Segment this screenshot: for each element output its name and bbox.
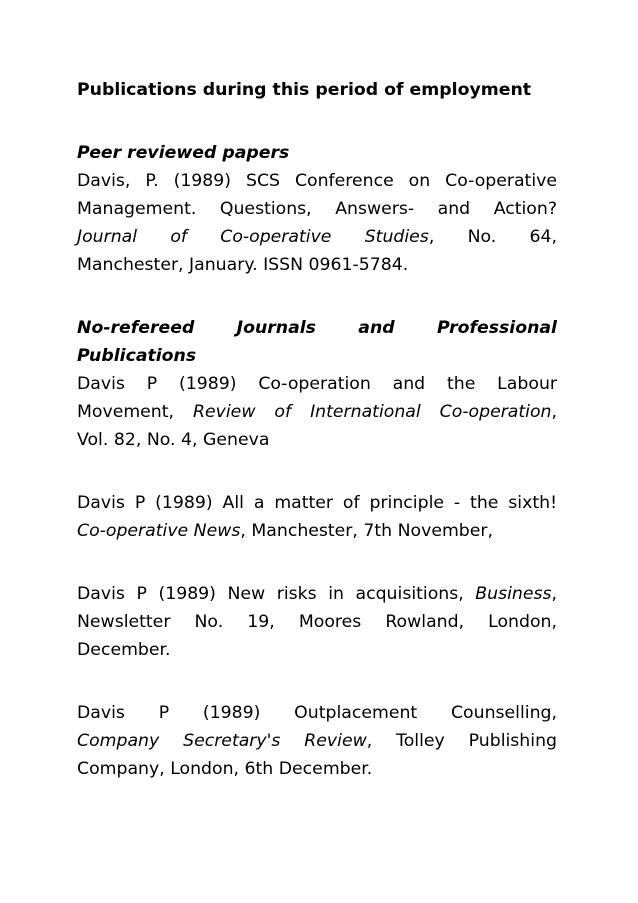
entry-text: , Manchester, 7th November, xyxy=(240,521,494,541)
entry-line xyxy=(77,223,557,251)
entry-text: Manchester, January. ISSN 0961-5784. xyxy=(77,255,409,275)
entry-text: Davis P (1989) New risks in acquisitions, xyxy=(77,584,476,604)
section-title-peer-reviewed: Peer reviewed papers xyxy=(77,143,290,163)
entry-text: , xyxy=(551,402,557,422)
entry-text: , xyxy=(551,584,557,604)
publication-venue: Journal of Co-operative Studies xyxy=(77,227,429,247)
entry-line xyxy=(77,426,557,454)
section-title-non-refereed: No-refereed Journals and Professional xyxy=(77,318,557,338)
entry-text: December. xyxy=(77,640,171,660)
peer-reviewed-list xyxy=(77,167,557,279)
entry-text: Davis P (1989) Outplacement Counselling, xyxy=(77,703,557,723)
entry-line xyxy=(77,755,557,783)
section-spacer xyxy=(77,279,557,314)
entry-text: Vol. 82, No. 4, Geneva xyxy=(77,430,270,450)
entry-text: Company, London, 6th December. xyxy=(77,759,373,779)
entry-line xyxy=(77,580,557,608)
entry-line xyxy=(77,370,557,398)
entry-line xyxy=(77,727,557,755)
entry-line xyxy=(77,517,557,545)
entry-line xyxy=(77,489,557,517)
entry-text: Movement, xyxy=(77,402,194,422)
page-heading: Publications during this period of employment xyxy=(77,80,532,100)
entry-line xyxy=(77,195,557,223)
publication-venue: Co-operative News xyxy=(77,521,241,541)
publication-venue: Business xyxy=(475,584,552,604)
entry-line xyxy=(77,167,557,195)
document-page xyxy=(77,76,557,783)
entry-line xyxy=(77,636,557,664)
non-refereed-list xyxy=(77,370,557,783)
entry-line xyxy=(77,398,557,426)
publication-venue: Company Secretary's Review xyxy=(77,731,367,751)
entry-line xyxy=(77,699,557,727)
entry-text: Davis P (1989) All a matter of principle - the sixth! xyxy=(77,493,557,513)
publication-entry xyxy=(77,580,557,664)
entry-line xyxy=(77,251,557,279)
entry-text: Davis, P. (1989) SCS Conference on Co-operative xyxy=(77,171,557,191)
entry-text: , No. 64, xyxy=(428,227,558,247)
section-title-non-refereed-cont: Publications xyxy=(77,346,197,366)
entry-text: Newsletter No. 19, Moores Rowland, London, xyxy=(77,612,557,632)
publication-entry xyxy=(77,370,557,454)
publication-entry xyxy=(77,699,557,783)
entry-text: Davis P (1989) Co-operation and the Labour xyxy=(77,374,557,394)
entry-text: Management. Questions, Answers- and Action? xyxy=(77,199,557,219)
publication-entry xyxy=(77,167,557,279)
publication-venue: Review of International Co-operation xyxy=(193,402,552,422)
entry-line xyxy=(77,608,557,636)
entry-text: , Tolley Publishing xyxy=(366,731,557,751)
publication-entry xyxy=(77,489,557,545)
